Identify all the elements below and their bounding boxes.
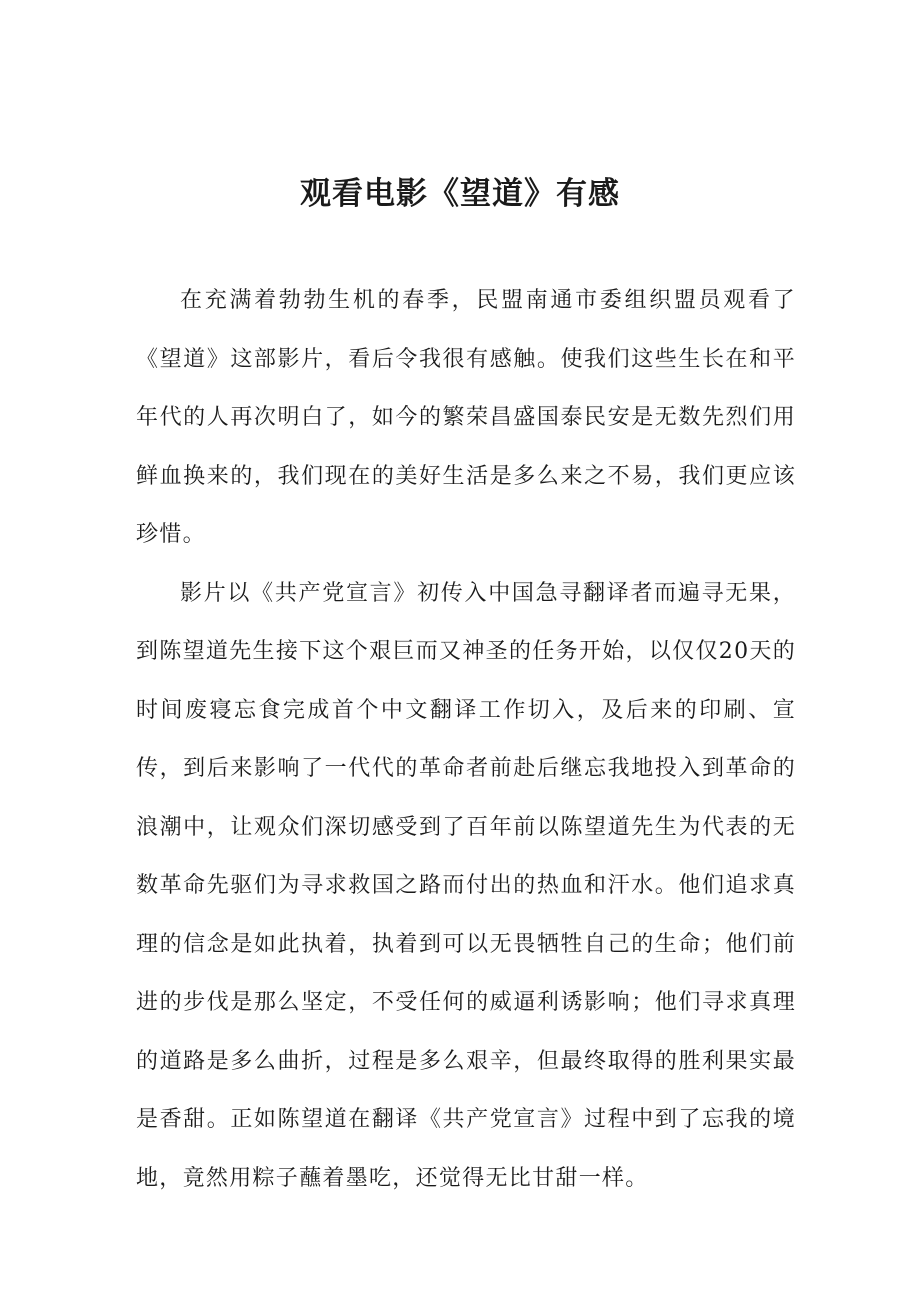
document-title: 观看电影《望道》有感: [300, 176, 620, 212]
document-body: [136, 272, 796, 1208]
paragraph-1: 在充满着勃勃生机的春季，民盟南通市委组织盟员观看了《望道》这部影片，看后令我很有感触。使我们这些生长在和平年代的人再次明白了，如今的繁荣昌盛国泰民安是无数先烈们用鲜血换来的，我们现在的美好生活是多么来之不易，我们更应该珍惜。: [136, 288, 796, 547]
paragraph-2: 影片以《共产党宣言》初传入中国急寻翻译者而遍寻无果，到陈望道先生接下这个艰巨而又神圣的任务开始，以仅仅20天的时间废寝忘食完成首个中文翻译工作切入，及后来的印刷、宣传，到后来影响了一代代的革命者前赴后继忘我地投入到革命的浪潮中，让观众们深切感受到了百年前以陈望道先生为代表的无数革命先驱们为寻求救国之路而付出的热血和汗水。他们追求真理的信念是如此执着，执着到可以无畏牺牲自己的生命；他们前进的步伐是那么坚定，不受任何的威逼利诱影响；他们寻求真理的道路是多么曲折，过程是多么艰辛，但最终取得的胜利果实最是香甜。正如陈望道在翻译《共产党宣言》过程中到了忘我的境地，竟然用粽子蘸着墨吃，还觉得无比甘甜一样。: [136, 580, 796, 1191]
